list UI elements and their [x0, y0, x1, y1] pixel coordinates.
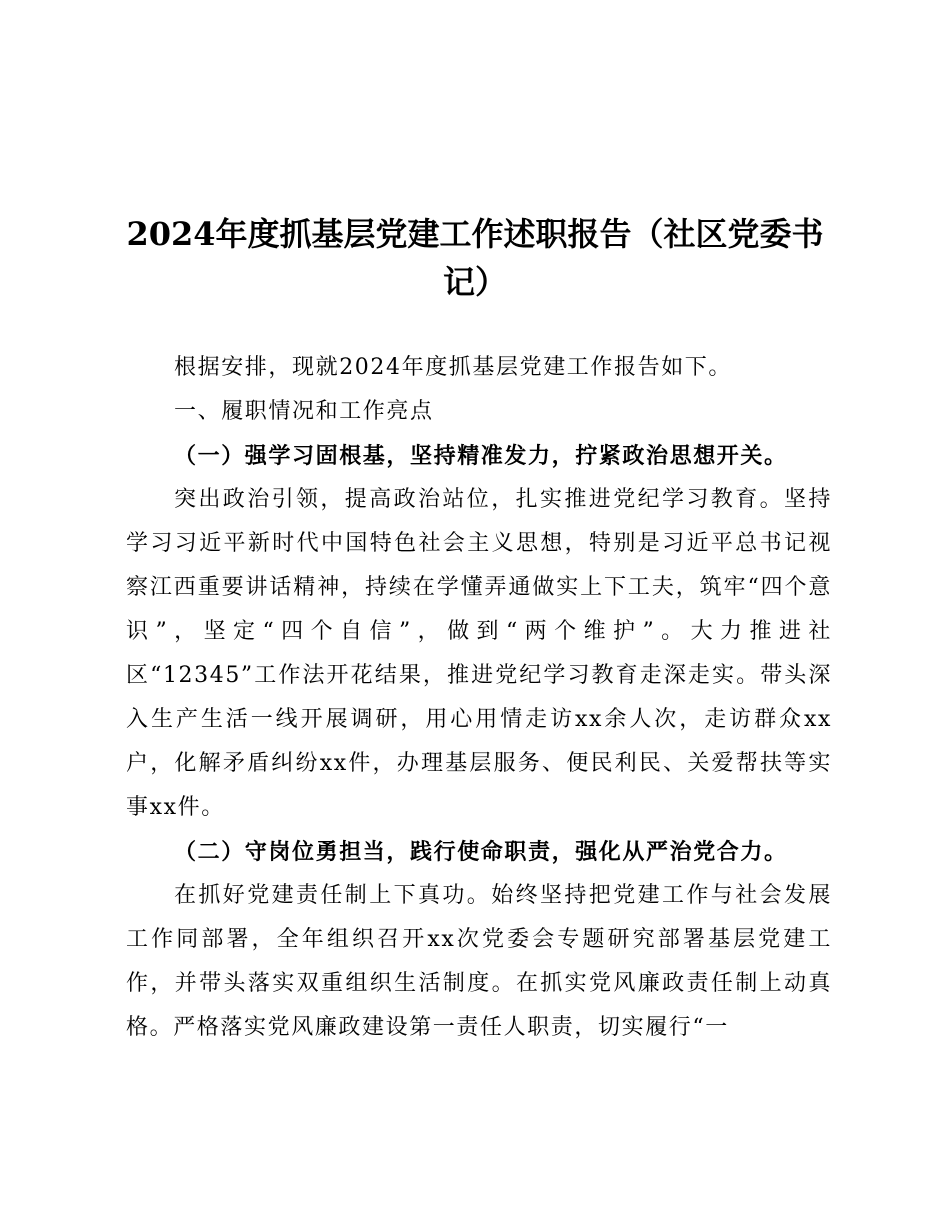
subsection-1-heading: （一）强学习固根基，坚持精准发力，拧紧政治思想开关。 [174, 443, 788, 469]
document-title: 2024年度抓基层党建工作述职报告（社区党委书记） [126, 215, 824, 301]
subsection-2-paragraph: 在抓好党建责任制上下真功。始终坚持把党建工作与社会发展工作同部署，全年组织召开xx次党委会专题研究部署基层党建工作，并带头落实双重组织生活制度。在抓实党风廉政责任制上动真格。严格落实党风廉政建设第一责任人职责，切实履行“一 [126, 883, 832, 1040]
section-1-heading: 一、履职情况和工作亮点 [174, 399, 434, 424]
subsection-1-paragraph: 突出政治引领，提高政治站位，扎实推进党纪学习教育。坚持学习习近平新时代中国特色社会主义思想，特别是习近平总书记视察江西重要讲话精神，持续在学懂弄通做实上下工夫，筑牢“四个意识”，坚定“四个自信”，做到“两个维护”。大力推进社区“12345”工作法开花结果，推进党纪学习教育走深走实。带头深入生产生活一线开展调研，用心用情走访xx余人次，走访群众xx户，化解矛盾纠纷xx件，办理基层服务、便民利民、关爱帮扶等实事xx件。 [126, 487, 832, 820]
document-body [126, 346, 832, 1050]
subsection-2-heading: （二）守岗位勇担当，践行使命职责，强化从严治党合力。 [174, 839, 788, 865]
intro-paragraph: 根据安排，现就2024年度抓基层党建工作报告如下。 [174, 355, 732, 380]
